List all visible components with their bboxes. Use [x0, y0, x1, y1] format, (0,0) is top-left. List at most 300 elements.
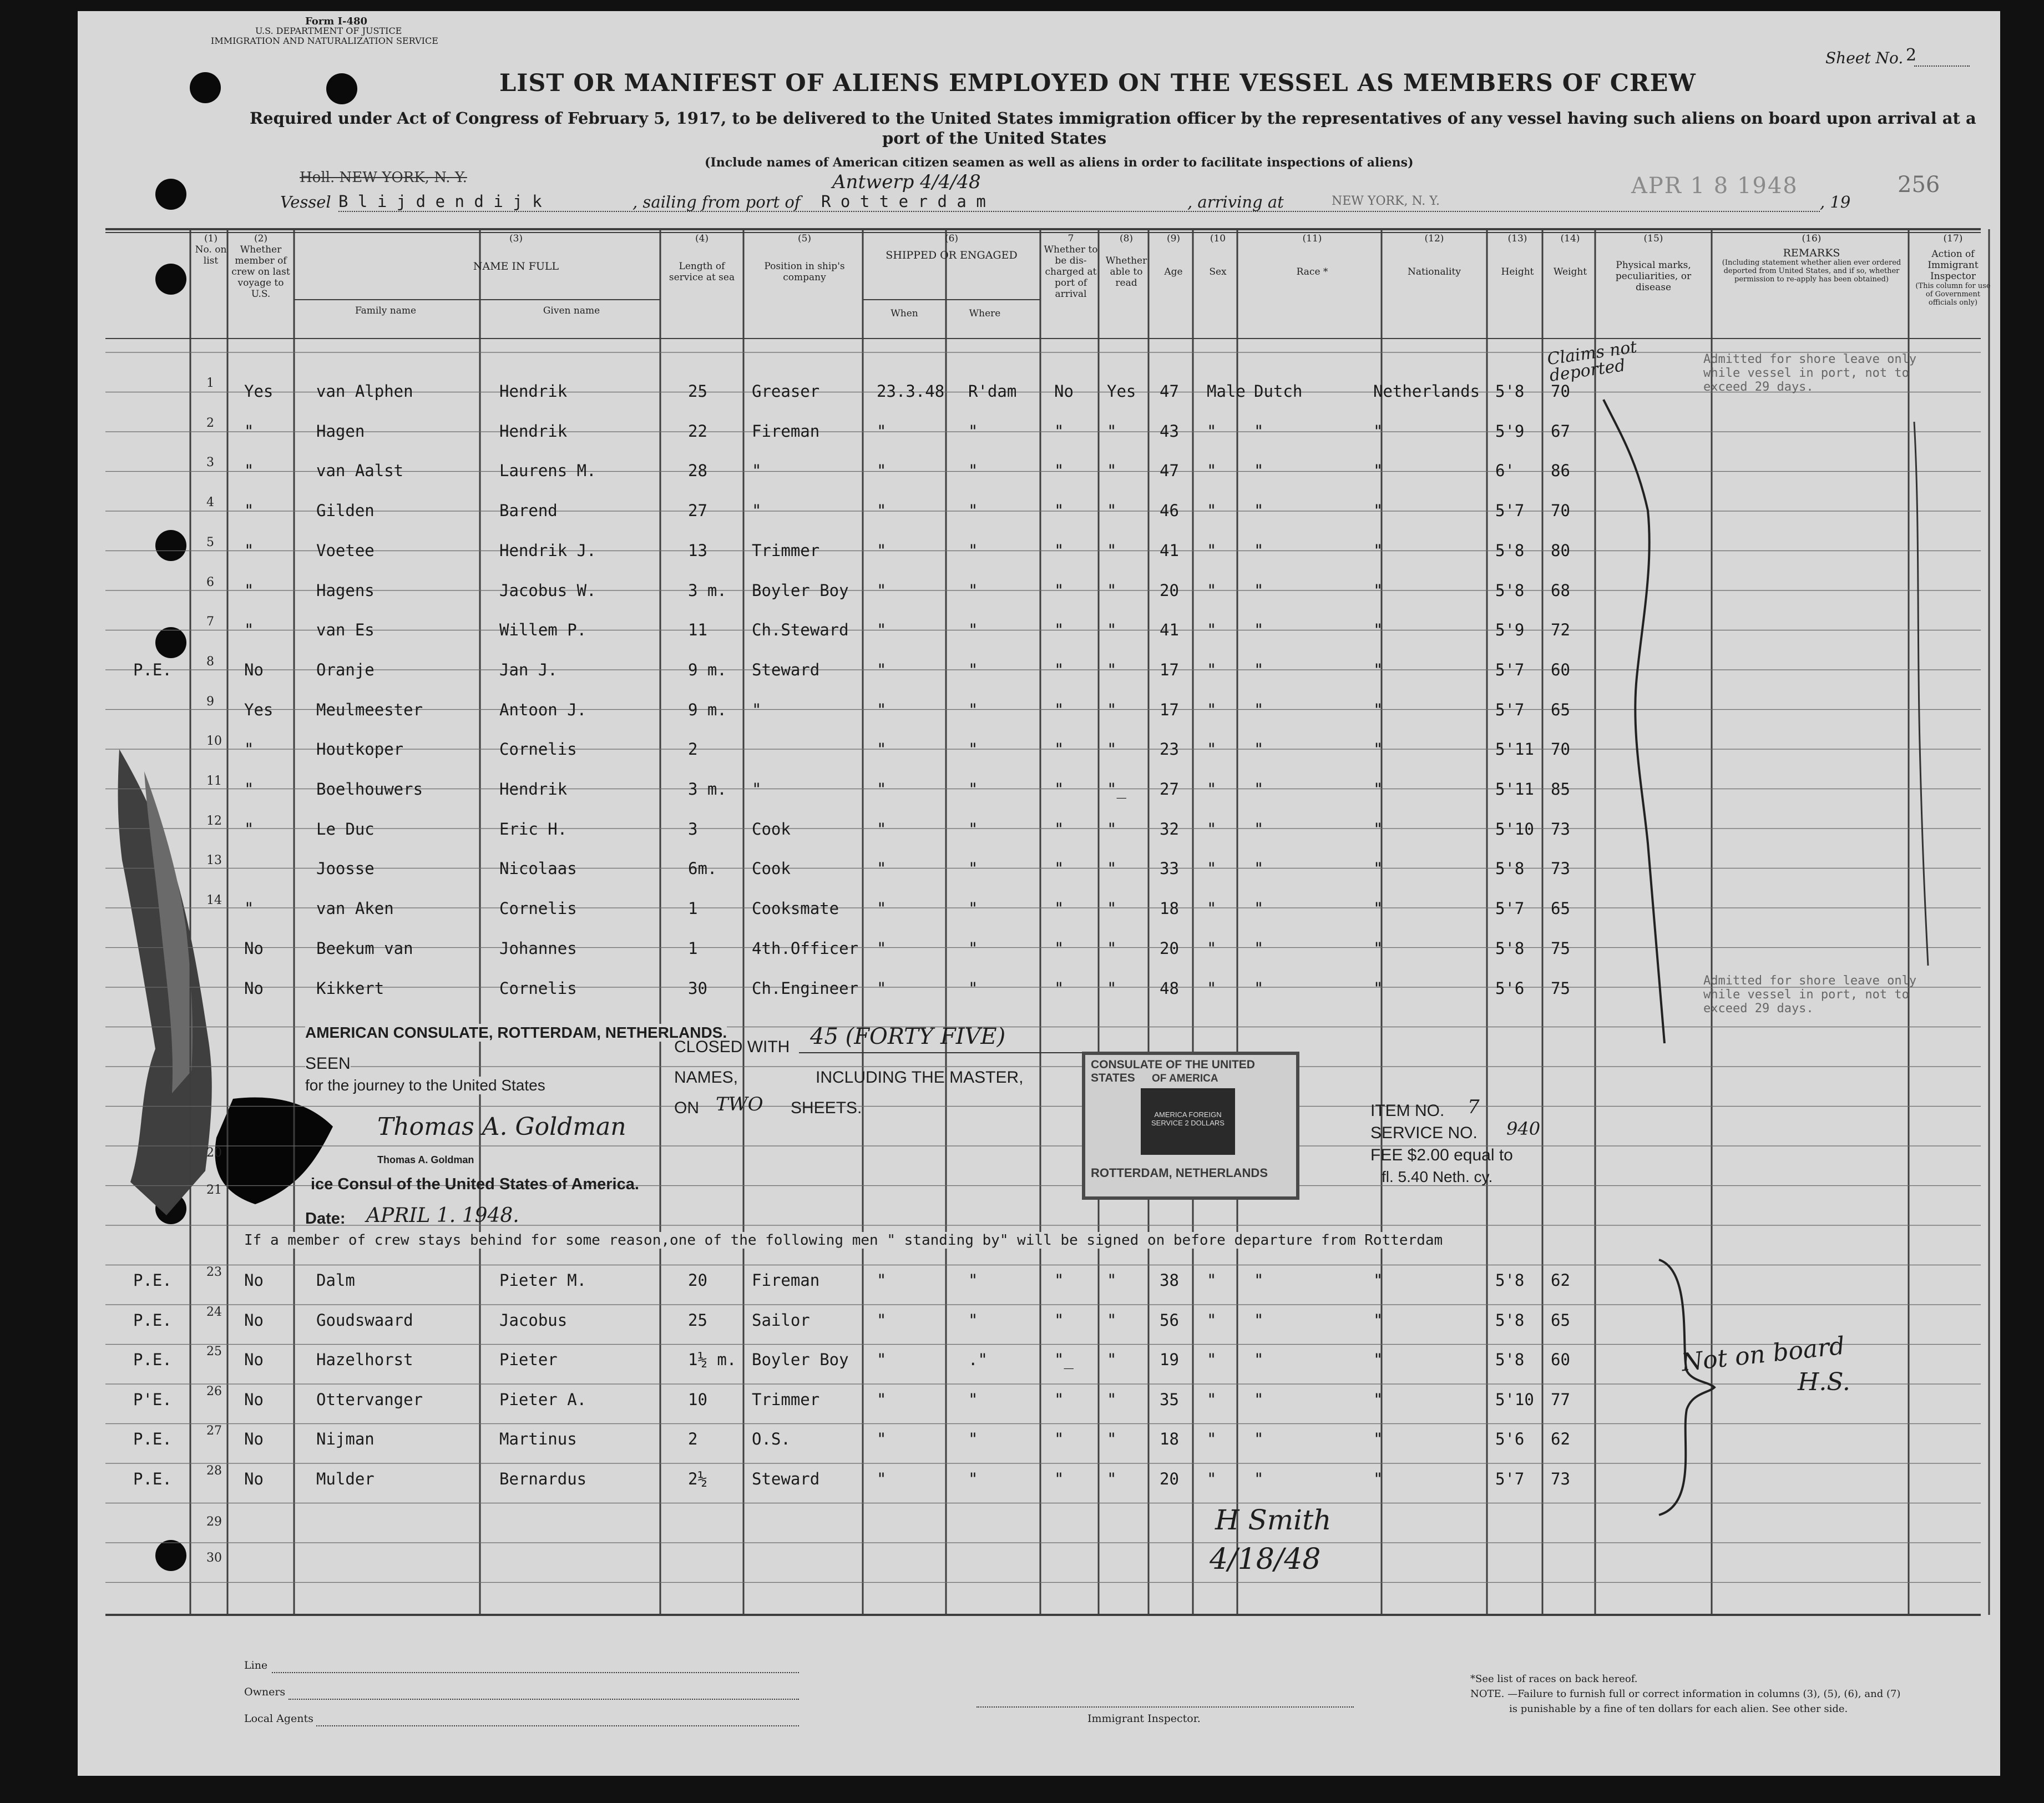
- cell-last: No: [244, 1390, 264, 1409]
- cell-read: ": [1107, 580, 1117, 600]
- cell-family: van Aalst: [316, 461, 404, 481]
- cell-race: ": [1254, 978, 1264, 998]
- cell-position: Cook: [752, 819, 791, 839]
- closed-count: 45 (FORTY FIVE): [810, 1024, 1006, 1049]
- cell-age: 43: [1160, 421, 1179, 441]
- cell-sex: ": [1207, 740, 1217, 759]
- cell-discharged: ": [1054, 1469, 1064, 1488]
- cell-discharged: ": [1054, 1271, 1064, 1290]
- cell-height: 5'7: [1495, 899, 1525, 918]
- footer-agents: Local Agents: [244, 1713, 313, 1725]
- cell-age: 23: [1160, 740, 1179, 759]
- cell-race: ": [1254, 1469, 1264, 1488]
- cell-nationality: ": [1373, 660, 1383, 679]
- vessel-label: Vessel: [280, 193, 331, 211]
- cell-where: ": [968, 541, 978, 560]
- cell-service: 11: [688, 620, 707, 640]
- cell-where: ": [968, 1271, 978, 1290]
- cell-given: Antoon J.: [499, 700, 587, 719]
- remarks-top: Admitted for shore leave only while vessel in port, not to exceed 29 days.: [1703, 352, 1917, 394]
- cell-given: Cornelis: [499, 740, 577, 759]
- cell-sex: ": [1207, 1350, 1217, 1369]
- struck-text: Holl. NEW YORK, N. Y.: [300, 169, 467, 186]
- col15-bracket-line: [1598, 388, 1709, 1065]
- col8-header: (8) Whether able to read: [1105, 233, 1147, 289]
- cell-discharged: ": [1054, 541, 1064, 560]
- cell-age: 27: [1160, 780, 1179, 799]
- cell-sex: ": [1207, 1430, 1217, 1448]
- cell-when: ": [877, 580, 887, 600]
- cell-read: ": [1107, 859, 1117, 878]
- standby-note: If a member of crew stays behind for some reason,one of the following men " standing by" will be signed on before departure from Rotterdam: [244, 1232, 1443, 1249]
- cell-race: ": [1254, 461, 1264, 481]
- cell-position: Boyler Boy: [752, 1350, 849, 1369]
- handwritten-port: Antwerp 4/4/48: [832, 171, 981, 193]
- cell-weight: 62: [1551, 1271, 1570, 1290]
- remarks-bottom: Admitted for shore leave only while vessel in port, not to exceed 29 days.: [1703, 974, 1917, 1016]
- cell-given: Hendrik: [499, 421, 568, 441]
- cell-family: Dalm: [316, 1271, 355, 1290]
- closed-underline: [799, 1052, 1115, 1053]
- row-number-20: 20: [206, 1146, 222, 1160]
- pe-mark: P.E.: [133, 1430, 172, 1448]
- row-number: 11: [206, 774, 222, 788]
- cell-family: van Alphen: [316, 382, 413, 401]
- cell-last: No: [244, 978, 264, 998]
- cell-sex: ": [1207, 780, 1217, 799]
- cell-age: 18: [1160, 899, 1179, 918]
- cell-read: ": [1107, 1469, 1117, 1488]
- cell-age: 33: [1160, 859, 1179, 878]
- cell-service: 25: [688, 1310, 707, 1330]
- col4-header: (4) Length of service at sea: [669, 233, 735, 283]
- cell-read: ": [1107, 501, 1117, 521]
- cell-when: ": [877, 1310, 887, 1330]
- cell-family: van Aken: [316, 899, 394, 918]
- standby-brace: [1648, 1249, 1726, 1526]
- cell-where: ": [968, 580, 978, 600]
- cell-sex: ": [1207, 819, 1217, 839]
- row-number: 23: [206, 1265, 222, 1279]
- cell-age: 17: [1160, 700, 1179, 719]
- cell-position: Trimmer: [752, 541, 820, 560]
- cell-read: ": [1107, 541, 1117, 560]
- cell-when: ": [877, 1271, 887, 1290]
- cell-position: Steward: [752, 1469, 820, 1488]
- cell-family: Kikkert: [316, 978, 384, 998]
- cell-height: 6': [1495, 461, 1515, 481]
- cell-service: 25: [688, 382, 707, 401]
- cell-discharged: ": [1054, 501, 1064, 521]
- cell-read: "_: [1107, 780, 1126, 799]
- cell-last: No: [244, 1469, 264, 1488]
- cell-weight: 77: [1551, 1390, 1570, 1409]
- row-number: 7: [206, 615, 214, 629]
- arriving-port: NEW YORK, N. Y.: [1332, 194, 1440, 208]
- cell-when: ": [877, 938, 887, 958]
- cell-where: .": [968, 1350, 988, 1369]
- cell-service: 9 m.: [688, 700, 727, 719]
- cell-family: Gilden: [316, 501, 375, 521]
- cell-discharged: ": [1054, 819, 1064, 839]
- cell-last: ": [244, 421, 254, 441]
- row-number-30: 30: [206, 1551, 222, 1565]
- cell-age: 18: [1160, 1430, 1179, 1448]
- cell-read: ": [1107, 700, 1117, 719]
- footer-note1: *See list of races on back hereof.: [1470, 1673, 1638, 1685]
- cell-given: Jacobus W.: [499, 580, 596, 600]
- cell-height: 5'9: [1495, 421, 1525, 441]
- cell-family: Nijman: [316, 1430, 375, 1448]
- cell-service: 9 m.: [688, 660, 727, 679]
- cell-discharged: ": [1054, 740, 1064, 759]
- cell-position: O.S.: [752, 1430, 791, 1448]
- cell-read: ": [1107, 421, 1117, 441]
- cell-last: ": [244, 740, 254, 759]
- cell-position: Boyler Boy: [752, 580, 849, 600]
- cell-discharged: "_: [1054, 1350, 1074, 1369]
- cell-service: 1½ m.: [688, 1350, 737, 1369]
- cell-when: ": [877, 461, 887, 481]
- cell-family: Joosse: [316, 859, 375, 878]
- row-number: 9: [206, 694, 214, 709]
- fee-stamp-text: AMERICA FOREIGN SERVICE 2 DOLLARS: [1151, 1110, 1225, 1127]
- cell-where: ": [968, 421, 978, 441]
- cell-weight: 68: [1551, 580, 1570, 600]
- cell-position: ": [752, 461, 762, 481]
- cell-nationality: Netherlands: [1373, 382, 1480, 401]
- cell-position: ": [752, 700, 762, 719]
- cell-when: ": [877, 1469, 887, 1488]
- department: U.S. DEPARTMENT OF JUSTICE: [255, 26, 402, 36]
- cell-age: 20: [1160, 938, 1179, 958]
- cell-read: ": [1107, 660, 1117, 679]
- cell-weight: 62: [1551, 1430, 1570, 1448]
- arriving-label: , arriving at: [1187, 193, 1284, 211]
- cell-height: 5'7: [1495, 501, 1525, 521]
- footer-note2: NOTE. —Failure to furnish full or correct information in columns (3), (5), (6), and (7): [1470, 1688, 1901, 1700]
- cell-sex: ": [1207, 899, 1217, 918]
- row-number: 5: [206, 535, 214, 549]
- cell-nationality: ": [1373, 421, 1383, 441]
- cell-family: Boelhouwers: [316, 780, 423, 799]
- cell-read: ": [1107, 461, 1117, 481]
- pe-mark: P.E.: [133, 1469, 172, 1488]
- cell-sex: ": [1207, 580, 1217, 600]
- cell-age: 20: [1160, 580, 1179, 600]
- cell-family: Hagen: [316, 421, 365, 441]
- cell-race: ": [1254, 899, 1264, 918]
- cell-given: Cornelis: [499, 899, 577, 918]
- cell-given: Jan J.: [499, 660, 558, 679]
- cell-nationality: ": [1373, 461, 1383, 481]
- cell-nationality: ": [1373, 1390, 1383, 1409]
- cell-read: ": [1107, 740, 1117, 759]
- pe-mark: P.E.: [133, 1350, 172, 1369]
- including-label: INCLUDING THE MASTER,: [816, 1068, 1024, 1087]
- cell-last: ": [244, 501, 254, 521]
- cell-position: 4th.Officer: [752, 938, 859, 958]
- cell-height: 5'10: [1495, 1390, 1534, 1409]
- cell-given: Hendrik: [499, 780, 568, 799]
- cell-last: Yes: [244, 382, 274, 401]
- cell-height: 5'11: [1495, 780, 1534, 799]
- cell-given: Willem P.: [499, 620, 587, 640]
- cell-discharged: ": [1054, 780, 1064, 799]
- cell-weight: 65: [1551, 899, 1570, 918]
- row-number: 25: [206, 1345, 222, 1358]
- inspector-signature: H Smith: [1215, 1504, 1332, 1536]
- cell-sex: ": [1207, 1469, 1217, 1488]
- cell-position: Steward: [752, 660, 820, 679]
- cell-read: ": [1107, 620, 1117, 640]
- cell-given: Cornelis: [499, 978, 577, 998]
- fee-label: FEE $2.00 equal to: [1370, 1146, 1513, 1164]
- cell-where: ": [968, 620, 978, 640]
- col11-header: (11) Race *: [1296, 233, 1328, 277]
- cell-sex: ": [1207, 421, 1217, 441]
- cell-discharged: ": [1054, 859, 1064, 878]
- cell-family: Ottervanger: [316, 1390, 423, 1409]
- col15-annotation: Claims not deported: [1546, 337, 1638, 386]
- cell-age: 17: [1160, 660, 1179, 679]
- cell-race: ": [1254, 780, 1264, 799]
- pe-mark: P.E.: [133, 1271, 172, 1290]
- cell-when: ": [877, 620, 887, 640]
- cell-given: Pieter M.: [499, 1271, 587, 1290]
- initials: H.S.: [1798, 1368, 1850, 1396]
- cell-weight: 70: [1551, 382, 1570, 401]
- cell-when: ": [877, 660, 887, 679]
- inspector-date: 4/18/48: [1210, 1543, 1321, 1576]
- cell-given: Pieter A.: [499, 1390, 587, 1409]
- cell-nationality: ": [1373, 938, 1383, 958]
- family-name-header: Family name: [355, 305, 417, 316]
- row-number: 1: [206, 376, 214, 390]
- col3-header: (3) NAME IN FULL: [473, 233, 559, 272]
- cell-height: 5'8: [1495, 541, 1525, 560]
- cell-race: ": [1254, 1430, 1264, 1448]
- cell-age: 35: [1160, 1390, 1179, 1409]
- sheet-label: Sheet No.: [1825, 49, 1904, 67]
- cell-where: ": [968, 700, 978, 719]
- cell-discharged: ": [1054, 978, 1064, 998]
- cell-position: ": [752, 780, 762, 799]
- fee-stamp: [1141, 1088, 1235, 1155]
- footer-owners-dots: [289, 1699, 799, 1700]
- cell-discharged: ": [1054, 938, 1064, 958]
- cell-height: 5'6: [1495, 1430, 1525, 1448]
- cell-position: Ch.Steward: [752, 620, 849, 640]
- cell-race: ": [1254, 819, 1264, 839]
- cell-height: 5'11: [1495, 740, 1534, 759]
- col12-header: (12) Nationality: [1408, 233, 1461, 277]
- cell-given: Nicolaas: [499, 859, 577, 878]
- cell-race: ": [1254, 620, 1264, 640]
- cell-last: ": [244, 541, 254, 560]
- footer-line: Line: [244, 1659, 268, 1671]
- cell-weight: 73: [1551, 859, 1570, 878]
- cell-weight: 73: [1551, 1469, 1570, 1488]
- cell-position: Cooksmate: [752, 899, 839, 918]
- sailing-port: R o t t e r d a m: [821, 192, 986, 211]
- cell-height: 5'8: [1495, 1310, 1525, 1330]
- cell-race: Dutch: [1254, 382, 1303, 401]
- cell-age: 41: [1160, 541, 1179, 560]
- on-label: ON: [674, 1099, 699, 1117]
- cell-height: 5'10: [1495, 819, 1534, 839]
- cell-age: 56: [1160, 1310, 1179, 1330]
- service-number: 940: [1506, 1118, 1541, 1139]
- cell-when: ": [877, 700, 887, 719]
- cell-height: 5'7: [1495, 660, 1525, 679]
- received-stamp: APR 1 8 1948: [1631, 173, 1798, 199]
- cell-read: ": [1107, 1390, 1117, 1409]
- when-header: When: [891, 308, 918, 319]
- cell-race: ": [1254, 859, 1264, 878]
- cell-last: No: [244, 660, 264, 679]
- row-number: 27: [206, 1424, 222, 1438]
- cell-when: ": [877, 1430, 887, 1448]
- vessel-name: B l i j d e n d i j k: [338, 192, 542, 211]
- cell-when: ": [877, 421, 887, 441]
- consul-typed-name: Thomas A. Goldman: [377, 1154, 474, 1165]
- cell-weight: 65: [1551, 1310, 1570, 1330]
- col13-header: (13) Height: [1501, 233, 1534, 277]
- stamp-top-text: CONSULATE OF THE UNITED STATES: [1091, 1058, 1255, 1084]
- cell-where: ": [968, 1390, 978, 1409]
- col17-header: (17) Action of Immigrant Inspector (This column for use of Government officials only): [1915, 233, 1991, 307]
- subtitle-note: (Include names of American citizen seamen as well as aliens in order to facilitate inspections of aliens): [705, 155, 1414, 170]
- cell-sex: ": [1207, 461, 1217, 481]
- cell-weight: 75: [1551, 978, 1570, 998]
- cell-when: ": [877, 541, 887, 560]
- cell-where: ": [968, 501, 978, 521]
- cell-height: 5'8: [1495, 382, 1525, 401]
- cell-race: ": [1254, 1350, 1264, 1369]
- cell-discharged: ": [1054, 899, 1064, 918]
- cell-sex: ": [1207, 1310, 1217, 1330]
- cell-height: 5'6: [1495, 978, 1525, 998]
- page-title: LIST OR MANIFEST OF ALIENS EMPLOYED ON THE VESSEL AS MEMBERS OF CREW: [499, 69, 1696, 97]
- cell-position: Fireman: [752, 421, 820, 441]
- cell-read: ": [1107, 819, 1117, 839]
- cell-height: 5'7: [1495, 700, 1525, 719]
- cell-when: ": [877, 740, 887, 759]
- col14-header: (14) Weight: [1553, 233, 1587, 277]
- cell-nationality: ": [1373, 1310, 1383, 1330]
- cell-height: 5'8: [1495, 938, 1525, 958]
- cell-service: 3 m.: [688, 780, 727, 799]
- cell-nationality: ": [1373, 700, 1383, 719]
- footer-owners: Owners: [244, 1686, 286, 1698]
- cell-race: ": [1254, 421, 1264, 441]
- cell-where: ": [968, 978, 978, 998]
- cell-last: No: [244, 1310, 264, 1330]
- service-label: SERVICE NO.: [1370, 1124, 1478, 1142]
- cell-where: ": [968, 819, 978, 839]
- cell-read: ": [1107, 1430, 1117, 1448]
- cell-family: Oranje: [316, 660, 375, 679]
- cell-service: 3 m.: [688, 580, 727, 600]
- cell-race: ": [1254, 660, 1264, 679]
- sheet-number: 2: [1906, 46, 1917, 65]
- cell-family: Goudswaard: [316, 1310, 413, 1330]
- cell-sex: ": [1207, 660, 1217, 679]
- fee-fl: fl. 5.40 Neth. cy.: [1382, 1168, 1493, 1185]
- cell-given: Hendrik: [499, 382, 568, 401]
- cell-weight: 70: [1551, 501, 1570, 521]
- footer-inspector: Immigrant Inspector.: [1087, 1713, 1201, 1725]
- given-name-header: Given name: [543, 305, 600, 316]
- cell-sex: ": [1207, 1390, 1217, 1409]
- col16-header: (16) REMARKS (Including statement whether alien ever ordered deported from United States, and if so, whether permission to re-apply has been obtained): [1722, 233, 1901, 284]
- col15-header: (15) Physical marks, peculiarities, or disease: [1615, 233, 1692, 293]
- cell-last: No: [244, 1350, 264, 1369]
- cell-nationality: ": [1373, 978, 1383, 998]
- cell-race: ": [1254, 938, 1264, 958]
- cell-read: ": [1107, 938, 1117, 958]
- cell-when: ": [877, 859, 887, 878]
- cell-weight: 72: [1551, 620, 1570, 640]
- year-label: , 19: [1820, 193, 1851, 211]
- cell-race: ": [1254, 1271, 1264, 1290]
- row-number: 26: [206, 1384, 222, 1398]
- cell-age: 47: [1160, 382, 1179, 401]
- cell-sex: ": [1207, 978, 1217, 998]
- cell-race: ": [1254, 541, 1264, 560]
- journey-label: for the journey to the United States: [305, 1077, 545, 1094]
- cell-discharged: No: [1054, 382, 1074, 401]
- item-number: 7: [1468, 1096, 1480, 1118]
- cell-age: 20: [1160, 1469, 1179, 1488]
- cell-family: Houtkoper: [316, 740, 404, 759]
- cell-race: ": [1254, 580, 1264, 600]
- cell-family: Hagens: [316, 580, 375, 600]
- cell-age: 41: [1160, 620, 1179, 640]
- cell-sex: ": [1207, 700, 1217, 719]
- row-number-29: 29: [206, 1515, 222, 1529]
- cell-where: ": [968, 938, 978, 958]
- cell-when: ": [877, 978, 887, 998]
- row-number: 6: [206, 575, 214, 589]
- footer-line-dots: [272, 1672, 799, 1673]
- cell-discharged: ": [1054, 580, 1064, 600]
- cell-nationality: ": [1373, 819, 1383, 839]
- cell-nationality: ": [1373, 541, 1383, 560]
- col17-line: [1903, 411, 1947, 977]
- cell-discharged: ": [1054, 620, 1064, 640]
- cell-discharged: ": [1054, 421, 1064, 441]
- cell-last: No: [244, 1430, 264, 1448]
- cell-weight: 67: [1551, 421, 1570, 441]
- cell-given: Jacobus: [499, 1310, 568, 1330]
- cell-sex: ": [1207, 501, 1217, 521]
- cell-when: ": [877, 780, 887, 799]
- cell-family: Le Duc: [316, 819, 375, 839]
- names-label: NAMES,: [674, 1068, 738, 1087]
- cell-nationality: ": [1373, 780, 1383, 799]
- cell-where: R'dam: [968, 382, 1017, 401]
- cell-position: Sailor: [752, 1310, 810, 1330]
- subtitle-line2: port of the United States: [882, 129, 1107, 148]
- cell-service: 28: [688, 461, 707, 481]
- cell-last: ": [244, 461, 254, 481]
- cell-read: Yes: [1107, 382, 1136, 401]
- cell-weight: 75: [1551, 938, 1570, 958]
- cell-where: ": [968, 1469, 978, 1488]
- cell-discharged: ": [1054, 700, 1064, 719]
